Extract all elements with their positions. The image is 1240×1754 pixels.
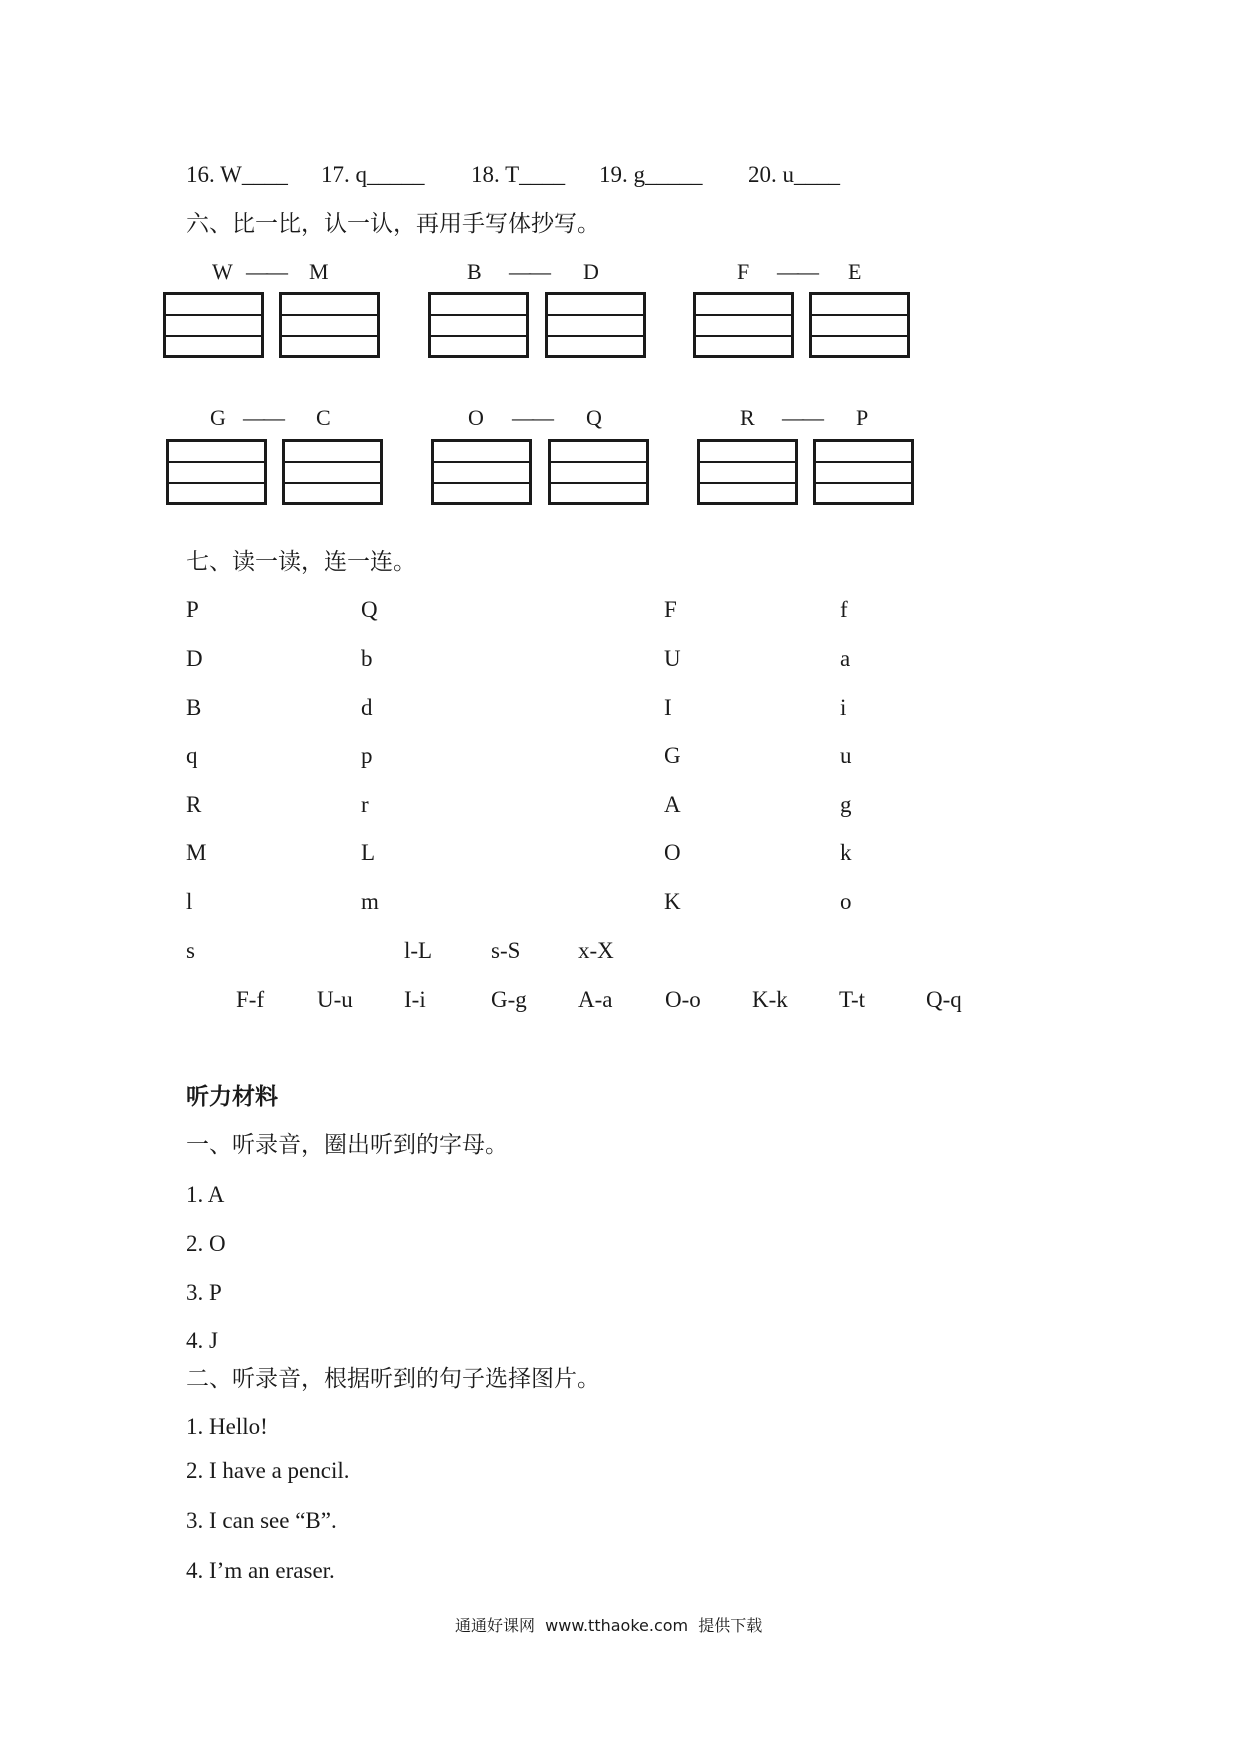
listening-item: 4. J (186, 1328, 218, 1353)
match-letter: l (186, 889, 193, 914)
pair-letter: E (848, 259, 862, 284)
section6-title: 六、比一比，认一认，再用手写体抄写。 (186, 211, 600, 236)
section7-title: 七、读一读，连一连。 (186, 549, 416, 574)
match-letter: M (186, 840, 207, 865)
writing-grid[interactable] (813, 439, 914, 505)
pair-dash: —— (782, 405, 822, 430)
pair-letter: O (468, 405, 484, 430)
pair-letter: P (856, 405, 869, 430)
answer-item: l-L (404, 938, 433, 963)
match-letter: k (840, 840, 852, 865)
match-letter: G (664, 743, 681, 768)
answer-item: U-u (317, 987, 353, 1012)
listening-part2-title: 二、听录音，根据听到的句子选择图片。 (186, 1366, 600, 1391)
pair-letter: Q (586, 405, 602, 430)
match-letter: r (361, 792, 369, 817)
answer-item: A-a (578, 987, 613, 1012)
fill-item-16: 16. W____ (186, 162, 288, 187)
page-footer: 通通好课网 www.tthaoke.com 提供下载 (455, 1616, 763, 1635)
listening-item: 1. Hello! (186, 1414, 268, 1439)
match-letter: F (664, 597, 677, 622)
pair-letter: R (740, 405, 755, 430)
answer-item: s-S (491, 938, 521, 963)
fill-item-17: 17. q_____ (321, 162, 425, 187)
writing-grid[interactable] (163, 292, 264, 358)
match-letter: m (361, 889, 379, 914)
writing-grid[interactable] (166, 439, 267, 505)
answer-item: T-t (839, 987, 865, 1012)
pair-dash: —— (243, 405, 283, 430)
match-letter: q (186, 743, 198, 768)
writing-grid[interactable] (282, 439, 383, 505)
pair-letter: C (316, 405, 331, 430)
pair-dash: —— (509, 259, 549, 284)
writing-grid[interactable] (697, 439, 798, 505)
match-letter: i (840, 695, 847, 720)
writing-grid[interactable] (431, 439, 532, 505)
match-letter: B (186, 695, 202, 720)
match-letter: Q (361, 597, 378, 622)
writing-grid[interactable] (693, 292, 794, 358)
answer-item: K-k (752, 987, 788, 1012)
pair-letter: G (210, 405, 226, 430)
listening-item: 2. O (186, 1231, 226, 1256)
listening-heading: 听力材料 (186, 1084, 278, 1109)
answer-item: I-i (404, 987, 426, 1012)
match-letter: f (840, 597, 848, 622)
pair-dash: —— (777, 259, 817, 284)
match-letter: L (361, 840, 376, 865)
listening-item: 1. A (186, 1182, 225, 1207)
match-letter: R (186, 792, 202, 817)
fill-item-19: 19. g_____ (599, 162, 703, 187)
match-letter: o (840, 889, 852, 914)
listening-part1-title: 一、听录音，圈出听到的字母。 (186, 1132, 508, 1157)
answer-item: G-g (491, 987, 527, 1012)
match-letter: a (840, 646, 851, 671)
answer-item: F-f (236, 987, 265, 1012)
match-letter: U (664, 646, 681, 671)
pair-letter: W (212, 259, 233, 284)
pair-dash: —— (246, 259, 286, 284)
writing-grid[interactable] (809, 292, 910, 358)
pair-dash: —— (512, 405, 552, 430)
listening-item: 4. I’m an eraser. (186, 1558, 335, 1583)
match-letter: A (664, 792, 681, 817)
match-letter: g (840, 792, 852, 817)
answer-item: Q-q (926, 987, 962, 1012)
writing-grid[interactable] (548, 439, 649, 505)
listening-item: 2. I have a pencil. (186, 1458, 350, 1483)
writing-grid[interactable] (428, 292, 529, 358)
match-letter: b (361, 646, 373, 671)
match-letter: K (664, 889, 681, 914)
answer-item: s (186, 938, 195, 963)
listening-item: 3. I can see “B”. (186, 1508, 337, 1533)
match-letter: D (186, 646, 203, 671)
match-letter: d (361, 695, 373, 720)
answer-item: x-X (578, 938, 614, 963)
pair-letter: B (467, 259, 482, 284)
answer-item: O-o (665, 987, 701, 1012)
pair-letter: F (737, 259, 750, 284)
fill-item-18: 18. T____ (471, 162, 566, 187)
fill-item-20: 20. u____ (748, 162, 840, 187)
match-letter: P (186, 597, 199, 622)
pair-letter: D (583, 259, 599, 284)
match-letter: I (664, 695, 672, 720)
listening-item: 3. P (186, 1280, 222, 1305)
match-letter: u (840, 743, 852, 768)
match-letter: O (664, 840, 681, 865)
pair-letter: M (309, 259, 329, 284)
match-letter: p (361, 743, 373, 768)
writing-grid[interactable] (279, 292, 380, 358)
writing-grid[interactable] (545, 292, 646, 358)
